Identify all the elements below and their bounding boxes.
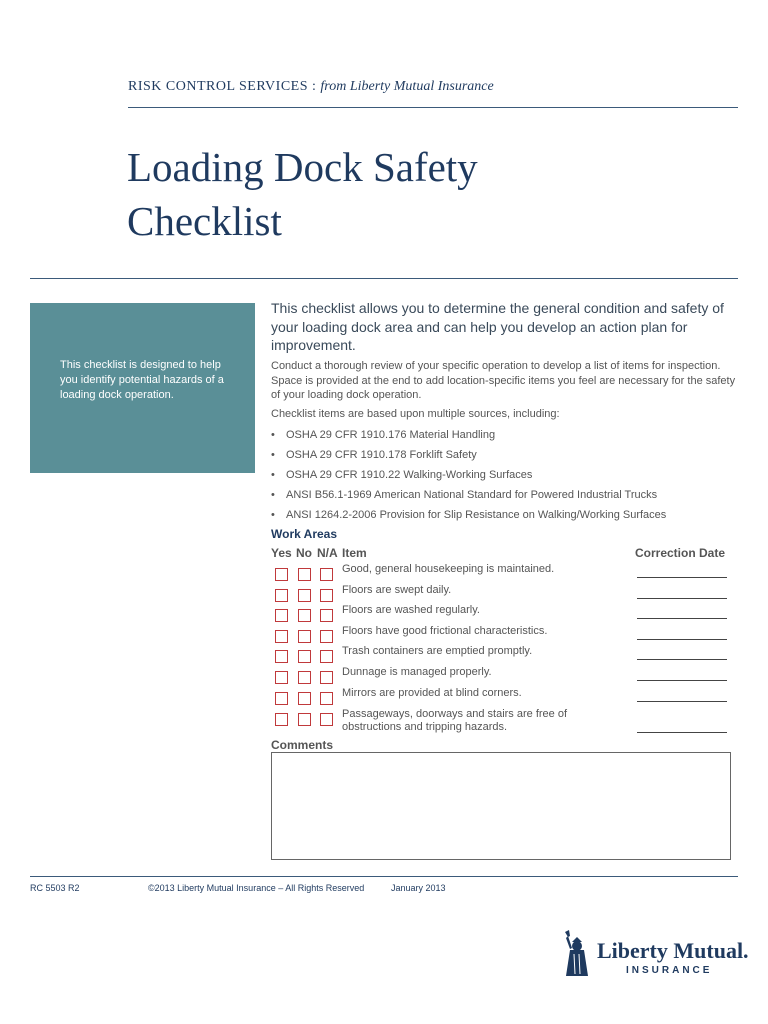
source-item: • ANSI 1264.2-2006 Provision for Slip Resistance on Walking/Working Surfaces bbox=[271, 508, 666, 528]
copyright: ©2013 Liberty Mutual Insurance – All Rights Reserved bbox=[148, 883, 365, 893]
item-text: Dunnage is managed properly. bbox=[342, 666, 492, 678]
na-checkbox[interactable] bbox=[320, 692, 333, 705]
liberty-mutual-logo bbox=[560, 928, 749, 980]
correction-date-field[interactable] bbox=[637, 639, 727, 640]
yes-checkbox[interactable] bbox=[275, 671, 288, 684]
yes-checkbox[interactable] bbox=[275, 650, 288, 663]
no-checkbox[interactable] bbox=[298, 671, 311, 684]
source-item: • ANSI B56.1-1969 American National Standard for Powered Industrial Trucks bbox=[271, 488, 666, 508]
header-divider bbox=[128, 107, 738, 108]
intro-paragraph: This checklist allows you to determine the general condition and safety of your loading dock area and can help you develop an action plan for improvement. bbox=[271, 300, 724, 353]
page-title bbox=[127, 140, 478, 248]
sidebar-text: This checklist is designed to help you identify potential hazards of a loading dock operation. bbox=[60, 359, 224, 401]
correction-date-field[interactable] bbox=[637, 618, 727, 619]
item-text: Floors have good frictional characteristics. bbox=[342, 625, 548, 637]
no-checkbox[interactable] bbox=[298, 692, 311, 705]
checklist-row bbox=[271, 667, 731, 687]
source-item: • OSHA 29 CFR 1910.22 Walking-Working Surfaces bbox=[271, 468, 666, 488]
yes-checkbox[interactable] bbox=[275, 713, 288, 726]
item-text: Floors are swept daily. bbox=[342, 584, 452, 596]
na-checkbox[interactable] bbox=[320, 713, 333, 726]
no-checkbox[interactable] bbox=[298, 589, 311, 602]
column-na: N/A bbox=[317, 546, 338, 560]
no-checkbox[interactable] bbox=[298, 713, 311, 726]
title-line-2: Checklist bbox=[127, 198, 282, 244]
item-text: Floors are washed regularly. bbox=[342, 604, 480, 616]
item-text: Mirrors are provided at blind corners. bbox=[342, 687, 522, 699]
sources-intro: Checklist items are based upon multiple sources, including: bbox=[271, 408, 560, 420]
na-checkbox[interactable] bbox=[320, 630, 333, 643]
logo-subtitle: INSURANCE bbox=[626, 965, 713, 976]
form-code: RC 5503 R2 bbox=[30, 883, 80, 893]
page-header bbox=[128, 79, 494, 95]
yes-checkbox[interactable] bbox=[275, 692, 288, 705]
review-paragraph: Conduct a thorough review of your specific operation to develop a list of items for inspection. Space is provided at the end to add location-specific items you feel are necessary for the safety of your loading dock operation. bbox=[271, 360, 736, 401]
yes-checkbox[interactable] bbox=[275, 589, 288, 602]
no-checkbox[interactable] bbox=[298, 609, 311, 622]
column-yes: Yes bbox=[271, 546, 292, 560]
statue-of-liberty-icon bbox=[560, 928, 594, 978]
na-checkbox[interactable] bbox=[320, 589, 333, 602]
checklist-row bbox=[271, 688, 731, 708]
source-item: • OSHA 29 CFR 1910.176 Material Handling bbox=[271, 428, 666, 448]
checklist-row bbox=[271, 585, 731, 605]
header-prefix: RISK CONTROL SERVICES : bbox=[128, 79, 317, 94]
section-title: Work Areas bbox=[271, 527, 338, 541]
footer-divider bbox=[30, 876, 738, 877]
sources-list bbox=[271, 428, 666, 528]
na-checkbox[interactable] bbox=[320, 609, 333, 622]
title-line-1: Loading Dock Safety bbox=[127, 144, 478, 190]
checklist-row bbox=[271, 605, 731, 625]
checklist-row bbox=[271, 709, 731, 735]
column-correction-date: Correction Date bbox=[635, 546, 726, 560]
form-date: January 2013 bbox=[391, 883, 446, 893]
no-checkbox[interactable] bbox=[298, 630, 311, 643]
item-text: Trash containers are emptied promptly. bbox=[342, 645, 533, 657]
na-checkbox[interactable] bbox=[320, 568, 333, 581]
item-text: Passageways, doorways and stairs are free of obstructions and tripping hazards. bbox=[342, 708, 568, 733]
no-checkbox[interactable] bbox=[298, 568, 311, 581]
item-text: Good, general housekeeping is maintained. bbox=[342, 563, 555, 575]
correction-date-field[interactable] bbox=[637, 577, 727, 578]
na-checkbox[interactable] bbox=[320, 671, 333, 684]
na-checkbox[interactable] bbox=[320, 650, 333, 663]
comments-label: Comments bbox=[271, 738, 334, 752]
correction-date-field[interactable] bbox=[637, 732, 727, 733]
title-divider bbox=[30, 278, 738, 279]
checklist-row bbox=[271, 564, 731, 584]
correction-date-field[interactable] bbox=[637, 680, 727, 681]
correction-date-field[interactable] bbox=[637, 598, 727, 599]
correction-date-field[interactable] bbox=[637, 701, 727, 702]
source-item: • OSHA 29 CFR 1910.178 Forklift Safety bbox=[271, 448, 666, 468]
yes-checkbox[interactable] bbox=[275, 609, 288, 622]
comments-textarea[interactable] bbox=[271, 752, 731, 860]
correction-date-field[interactable] bbox=[637, 659, 727, 660]
logo-wordmark: Liberty Mutual. bbox=[597, 938, 749, 963]
checklist-row bbox=[271, 626, 731, 646]
header-from: from Liberty Mutual Insurance bbox=[320, 79, 494, 94]
yes-checkbox[interactable] bbox=[275, 568, 288, 581]
checklist-row bbox=[271, 646, 731, 666]
column-no: No bbox=[296, 546, 312, 560]
yes-checkbox[interactable] bbox=[275, 630, 288, 643]
no-checkbox[interactable] bbox=[298, 650, 311, 663]
sidebar-callout bbox=[30, 303, 255, 473]
column-item: Item bbox=[342, 546, 367, 560]
